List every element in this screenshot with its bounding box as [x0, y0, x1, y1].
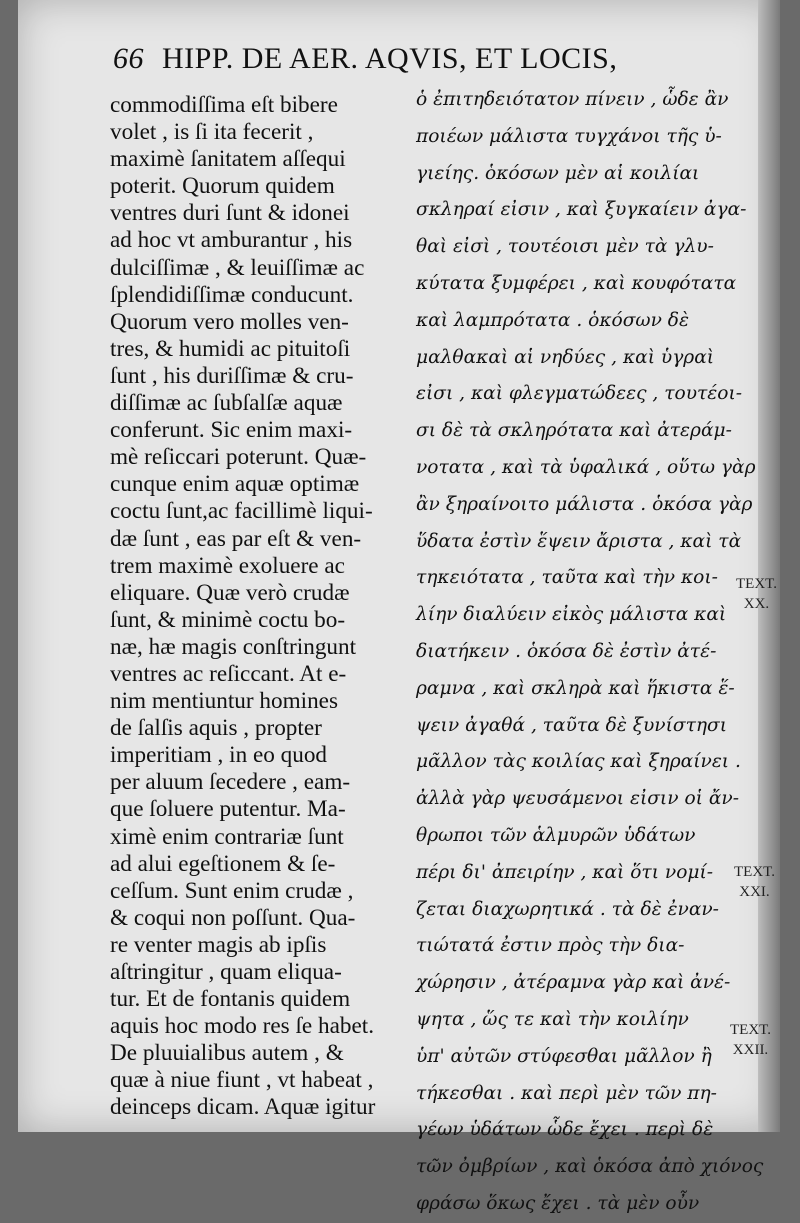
latin-text-line: re venter magis ab ipſis: [110, 931, 327, 958]
greek-text-line: ψητα , ὥς τε καὶ τὴν κοιλίην: [416, 1008, 689, 1030]
greek-text-line: κύτατα ξυμφέρει , καὶ κουφότατα: [416, 272, 737, 294]
greek-text-line: θρωποι τῶν ἁλμυρῶν ὑδάτων: [416, 824, 696, 846]
latin-text-line: næ, hæ magis conſtringunt: [110, 633, 357, 660]
latin-text-line: mè reſiccari poterunt. Quæ-: [110, 444, 367, 471]
latin-text-line: per aluum ſecedere , eam-: [110, 769, 351, 796]
greek-text-line: ὕδατα ἐστὶν ἕψειν ἄριστα , καὶ τὰ: [416, 530, 742, 552]
latin-text-line: conferunt. Sic enim maxi-: [110, 417, 353, 444]
greek-text-line: ραμνα , καὶ σκληρὰ καὶ ἥκιστα ἕ-: [416, 677, 735, 699]
latin-text-line: & coqui non poſſunt. Qua-: [110, 904, 356, 931]
greek-text-line: ὁ ἐπιτηδειότατον πίνειν , ὧδε ἂν: [416, 89, 729, 110]
margin-note-number: XXI.: [739, 884, 770, 900]
greek-text-line: τῶν ὀμβρίων , καὶ ὁκόσα ἀπὸ χιόνος: [416, 1156, 764, 1178]
latin-text-line: aſtringitur , quam eliqua-: [110, 959, 342, 985]
greek-text-line: σκληραί εἰσιν , καὶ ξυγκαίειν ἀγα-: [416, 199, 747, 221]
latin-text-line: nim mentiuntur homines: [110, 688, 338, 715]
page-gutter-shadow: [758, 0, 780, 1132]
greek-text-line: ὑπ' αὐτῶν στύφεσθαι μᾶλλον ἢ: [416, 1045, 712, 1067]
latin-text-line: ſplendidiſſimæ conducunt.: [110, 281, 354, 308]
latin-text-line: ventres ac reſiccant. At e-: [110, 660, 347, 687]
latin-text-line: coctu ſunt,ac facillimè liqui-: [110, 498, 373, 525]
greek-text-line: γιείης. ὁκόσων μὲν αἱ κοιλίαι: [416, 162, 700, 184]
latin-text-line: diſſimæ ac ſubſalſæ aquæ: [110, 390, 343, 417]
latin-text-line: dulciſſimæ , & leuiſſimæ ac: [110, 254, 365, 281]
greek-text-line: χώρησιν , ἀτέραμνα γὰρ καὶ ἀνέ-: [416, 972, 731, 994]
greek-text-line: μᾶλλον τὰς κοιλίας καὶ ξηραίνει .: [416, 751, 741, 773]
greek-text-line: ἀλλὰ γὰρ ψευσάμενοι εἰσιν οἱ ἄν-: [416, 788, 739, 810]
greek-text-line: ψειν ἀγαθά , ταῦτα δὲ ξυνίστησι: [416, 714, 727, 736]
latin-text-line: ſunt, & minimè coctu bo-: [110, 606, 346, 633]
latin-text-line: de ſalſis aquis , propter: [110, 715, 322, 742]
greek-text-line: τιώτατά ἐστιν πρὸς τὴν δια-: [416, 935, 685, 957]
greek-text-line: νοτατα , καὶ τὰ ὑφαλικά , οὕτω γὰρ: [416, 456, 756, 478]
latin-text-line: Quorum vero molles ven-: [110, 308, 349, 335]
latin-text-line: tres, & humidi ac pituitoſi: [110, 335, 351, 362]
running-header: [113, 42, 670, 76]
latin-text-line: commodiſſima eſt bibere: [110, 92, 338, 118]
greek-text-line: ἂν ξηραίνοιτο μάλιστα . ὁκόσα γὰρ: [416, 493, 753, 515]
greek-text-line: γέων ὑδάτων ὧδε ἔχει . περὶ δὲ: [416, 1119, 714, 1141]
latin-text-line: ad hoc vt amburantur , his: [110, 227, 353, 254]
greek-text-line: εἰσι , καὶ φλεγματώδεες , τουτέοι-: [416, 383, 743, 405]
margin-note-text-xxi: [734, 862, 775, 902]
page-number: 66: [113, 42, 144, 75]
latin-text-line: ventres duri ſunt & idonei: [110, 200, 350, 227]
greek-text-line: διατήκειν . ὁκόσα δὲ ἐστὶν ἀτέ-: [416, 640, 717, 662]
latin-text-line: maximè ſanitatem aſſequi: [110, 146, 346, 173]
greek-text-line: τηκειότατα , ταῦτα καὶ τὴν κοι-: [416, 567, 718, 589]
greek-text-line: λίην διαλύειν εἰκὸς μάλιστα καὶ: [416, 604, 727, 626]
latin-text-line: ceſſum. Sunt enim crudæ ,: [110, 877, 354, 904]
latin-text-line: imperitiam , in eo quod: [110, 742, 328, 769]
latin-text-line: ximè enim contrariæ ſunt: [110, 823, 344, 850]
latin-text-line: tur. Et de fontanis quidem: [110, 986, 351, 1013]
greek-text-line: σι δὲ τὰ σκληρότατα καὶ ἀτεράμ-: [416, 420, 732, 442]
greek-text-line: καὶ λαμπρότατα . ὁκόσων δὲ: [416, 309, 689, 331]
latin-text-line: que ſoluere putentur. Ma-: [110, 796, 346, 823]
greek-text-line: μαλθακαὶ αἱ νηδύες , καὶ ὑγραὶ: [416, 346, 715, 368]
latin-text-line: trem maximè exoluere ac: [110, 552, 345, 579]
latin-column: [110, 92, 410, 1122]
margin-note-label: TEXT.: [730, 1022, 771, 1038]
latin-text-line: cunque enim aquæ optimæ: [110, 471, 360, 498]
greek-text-line: φράσω ὅκως ἔχει . τὰ μὲν οὖν: [416, 1192, 700, 1214]
greek-text-line: τήκεσθαι . καὶ περὶ μὲν τῶν πη-: [416, 1082, 717, 1104]
margin-note-number: XX.: [743, 596, 770, 612]
book-page: [18, 0, 780, 1214]
margin-note-text-xx: [736, 574, 777, 614]
latin-text-line: eliquare. Quæ verò crudæ: [110, 579, 350, 606]
greek-text-line: πέρι δι' ἀπειρίην , καὶ ὅτι νομί-: [416, 861, 714, 883]
latin-text-line: De pluuialibus autem , &: [110, 1040, 344, 1067]
running-title: HIPP. DE AER. AQVIS, ET LOCIS,: [162, 42, 618, 75]
greek-text-line: ποιέων μάλιστα τυγχάνοι τῆς ὑ-: [416, 125, 722, 147]
latin-text-line: volet , is ſi ita fecerit ,: [110, 119, 314, 146]
latin-text-line: quæ à niue fiunt , vt habeat ,: [110, 1067, 374, 1094]
greek-text-line: ζεται διαχωρητικά . τὰ δὲ ἐναν-: [416, 898, 719, 920]
latin-text-line: aquis hoc modo res ſe habet.: [110, 1013, 375, 1040]
margin-note-number: XXII.: [732, 1042, 769, 1058]
margin-note-text-xxii: [730, 1020, 771, 1060]
latin-text-line: deinceps dicam. Aquæ igitur: [110, 1094, 376, 1121]
latin-text-line: poterit. Quorum quidem: [110, 173, 335, 200]
margin-note-label: TEXT.: [734, 864, 775, 880]
greek-text-line: θαὶ εἰσὶ , τουτέοισι μὲν τὰ γλυ-: [416, 236, 714, 258]
latin-text-line: ad alui egeſtionem & ſe-: [110, 850, 336, 877]
latin-text-line: ſunt , his duriſſimæ & cru-: [110, 362, 354, 389]
latin-text-line: dæ ſunt , eas par eſt & ven-: [110, 525, 362, 552]
margin-note-label: TEXT.: [736, 576, 777, 592]
